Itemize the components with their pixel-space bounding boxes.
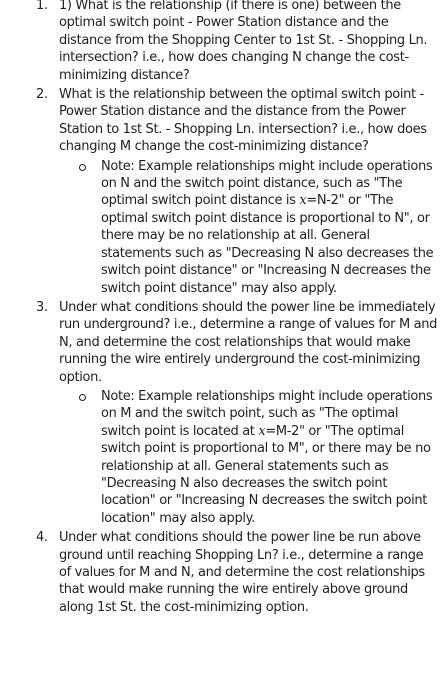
question-number: 3. — [36, 299, 48, 315]
bullet-circle-icon — [79, 164, 86, 171]
question-text: What is the relationship between the optimal switch point - Power Station distance and the distance from the Power Station to 1st St. - Shopping Ln. intersection? i.e., how does changing M change the cost-minimizing distance? — [59, 87, 427, 155]
question-item-3 — [0, 299, 437, 527]
note-text: Note: Example relationships might include operations on N and the switch point distance, such as "The optimal switch point distance is x=N-2" or "The optimal switch point distance is proportional to N", or there may be no relationship at all. General statements such as "Decreasing N also decreases the switch point distance" or "Increasing N decreases the switch point distance" may also apply. — [101, 158, 434, 296]
question-text: 1) What is the relationship (if there is one) between the optimal switch point - Power Station distance and the distance from the Shopping Center to 1st St. - Shopping Ln. intersection? i.e., how does changing N change the cost-minimizing distance? — [59, 0, 428, 83]
note-text: Note: Example relationships might include operations on M and the switch point, such as "The optimal switch point is located at x=M-2" or "The optimal switch point is proportional to M", or there may be no relationship at all. General statements such as "Decreasing N also decreases the switch point location" or "Increasing N decreases the switch point location" may also apply. — [101, 388, 433, 526]
question-number: 4. — [36, 530, 48, 546]
question-text: Under what conditions should the power line be run above ground until reaching Shopping Ln? i.e., determine a range of values for M and N, and determine the cost relationships that would make running the wire entirely above ground along 1st St. the cost-minimizing option. — [59, 530, 425, 615]
question-text: Under what conditions should the power line be immediately run underground? i.e., determine a range of values for M and N, and determine the cost relationships that would make running the wire entirely underground the cost-minimizing option. — [59, 299, 437, 385]
question-item-4 — [0, 529, 437, 616]
math-variable: x — [258, 423, 266, 439]
question-item-2 — [0, 86, 437, 297]
question-number: 1. — [36, 0, 48, 13]
bullet-circle-icon — [79, 394, 86, 401]
note-item — [59, 158, 437, 297]
question-number: 2. — [36, 87, 48, 103]
math-variable: x — [299, 193, 307, 209]
question-item-1 — [0, 0, 437, 84]
note-item — [59, 388, 437, 527]
